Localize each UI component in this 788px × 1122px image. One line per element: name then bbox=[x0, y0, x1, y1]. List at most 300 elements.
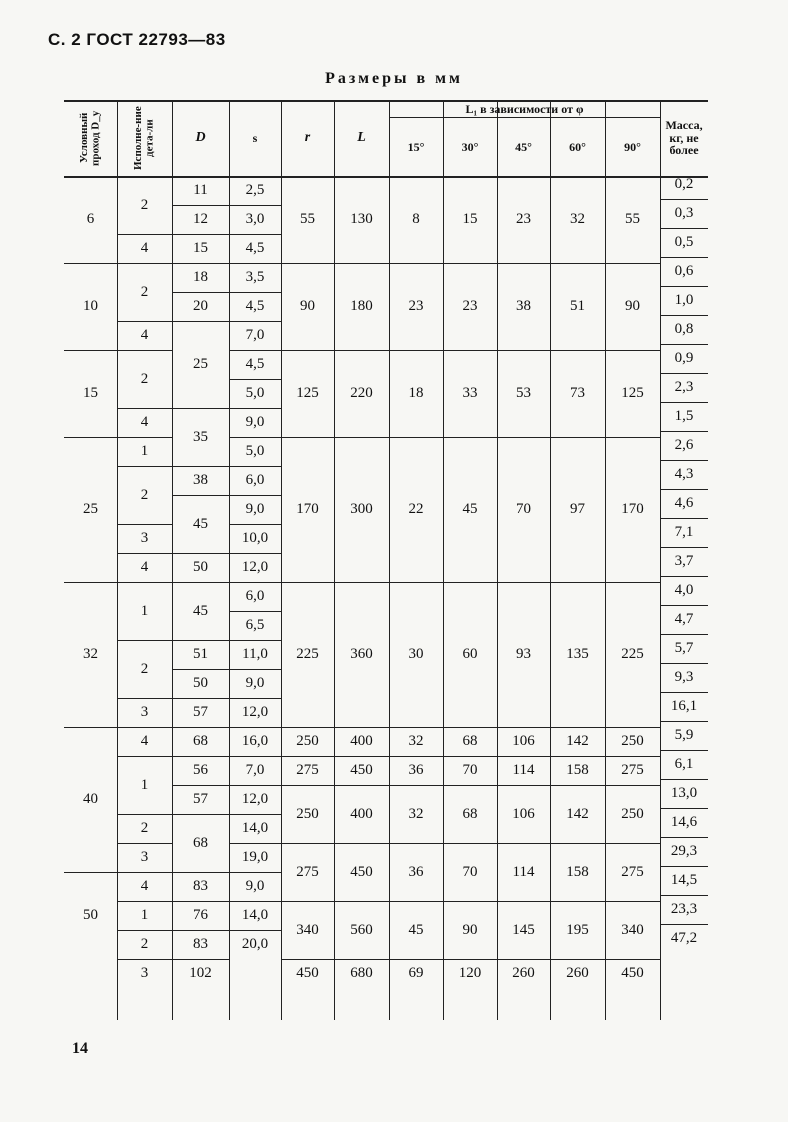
d-value: 11 bbox=[193, 182, 208, 198]
mass-value: 16,1 bbox=[670, 698, 698, 714]
l1-value: 250 bbox=[621, 805, 644, 822]
table-rule bbox=[660, 344, 708, 345]
table-rule bbox=[660, 489, 708, 490]
l-value: 680 bbox=[350, 965, 373, 981]
table-rule bbox=[660, 837, 708, 838]
table-rule bbox=[660, 402, 708, 403]
variant-value: 1 bbox=[140, 776, 149, 793]
l1-value: 23 bbox=[408, 298, 424, 314]
mass-value: 1,0 bbox=[674, 292, 694, 308]
variant-value: 3 bbox=[140, 965, 149, 981]
mass-value: 0,3 bbox=[674, 205, 694, 221]
column-header-l: L bbox=[357, 130, 366, 145]
d-value: 38 bbox=[193, 472, 208, 488]
d-value: 83 bbox=[193, 936, 208, 952]
l1-value: 36 bbox=[408, 863, 424, 880]
mass-value: 4,6 bbox=[674, 495, 694, 511]
l1-value: 69 bbox=[408, 965, 424, 981]
l1-value: 15 bbox=[462, 211, 478, 227]
table-rule bbox=[660, 431, 708, 432]
table-rule bbox=[117, 263, 172, 264]
l1-value: 51 bbox=[570, 298, 585, 314]
table-rule bbox=[117, 321, 172, 322]
mass-value: 4,0 bbox=[674, 582, 694, 598]
mass-value: 6,1 bbox=[674, 756, 694, 772]
variant-value: 4 bbox=[140, 414, 149, 430]
table-rule bbox=[281, 843, 660, 844]
variant-value: 4 bbox=[140, 240, 149, 256]
table-rule bbox=[229, 437, 281, 438]
table-rule bbox=[281, 901, 660, 902]
table-rule bbox=[660, 315, 708, 316]
column-header-mass: Масса, кг, не более bbox=[665, 118, 703, 158]
l1-value: 22 bbox=[408, 501, 424, 517]
mass-value: 0,9 bbox=[674, 350, 694, 366]
table-rule bbox=[229, 495, 281, 496]
table-rule bbox=[229, 292, 281, 293]
r-value: 250 bbox=[296, 805, 319, 822]
mass-value: 0,2 bbox=[674, 176, 694, 192]
d-value: 35 bbox=[193, 428, 208, 445]
l-value: 300 bbox=[350, 501, 373, 517]
table-rule bbox=[172, 930, 229, 931]
s-value: 3,5 bbox=[245, 269, 265, 285]
r-value: 125 bbox=[296, 385, 319, 401]
d-value: 68 bbox=[193, 834, 208, 851]
table-rule bbox=[117, 698, 172, 699]
l1-value: 33 bbox=[462, 385, 478, 401]
table-rule bbox=[117, 466, 172, 467]
s-value: 9,0 bbox=[245, 501, 265, 517]
variant-value: 1 bbox=[140, 907, 149, 923]
table-rule bbox=[117, 959, 172, 960]
table-rule bbox=[172, 959, 229, 960]
table-rule bbox=[172, 263, 229, 264]
mass-value: 2,3 bbox=[674, 379, 694, 395]
mass-value: 0,6 bbox=[674, 263, 694, 279]
dy-value: 50 bbox=[83, 907, 98, 923]
table-rule bbox=[660, 692, 708, 693]
r-value: 275 bbox=[296, 863, 319, 880]
table-rule bbox=[229, 640, 281, 641]
s-value: 11,0 bbox=[242, 646, 268, 662]
table-rule bbox=[117, 350, 172, 351]
column-header-angle: 15° bbox=[407, 139, 425, 154]
dy-value: 6 bbox=[86, 211, 95, 227]
variant-value: 4 bbox=[140, 559, 149, 575]
table-rule bbox=[64, 582, 117, 583]
s-value: 10,0 bbox=[241, 530, 269, 546]
r-value: 90 bbox=[300, 298, 315, 314]
l-value: 220 bbox=[350, 385, 373, 401]
l1-value: 30 bbox=[408, 646, 424, 662]
table-rule bbox=[229, 611, 281, 612]
variant-value: 3 bbox=[140, 530, 149, 546]
table-rule bbox=[229, 466, 281, 467]
table-rule bbox=[229, 263, 281, 264]
l-value: 400 bbox=[350, 805, 373, 822]
table-rule bbox=[117, 437, 172, 438]
l1-value: 32 bbox=[408, 805, 424, 822]
l1-value: 18 bbox=[408, 385, 424, 401]
variant-value: 3 bbox=[140, 849, 149, 865]
table-rule bbox=[117, 234, 172, 235]
column-header-angle: 45° bbox=[515, 139, 532, 154]
l-value: 180 bbox=[350, 298, 373, 314]
mass-value: 9,3 bbox=[674, 669, 694, 685]
l1-value: 90 bbox=[625, 298, 640, 314]
column-header-angle: 30° bbox=[461, 139, 479, 154]
d-value: 57 bbox=[193, 791, 208, 807]
s-value: 3,0 bbox=[245, 211, 265, 227]
table-rule bbox=[117, 553, 172, 554]
l1-value: 53 bbox=[516, 385, 531, 401]
l1-value: 55 bbox=[625, 211, 640, 227]
s-value: 16,0 bbox=[241, 733, 269, 749]
table-rule bbox=[117, 843, 172, 844]
d-value: 25 bbox=[193, 356, 208, 372]
d-value: 12 bbox=[193, 211, 208, 227]
l1-value: 106 bbox=[512, 733, 535, 749]
table-rule bbox=[64, 263, 117, 264]
l-value: 130 bbox=[350, 211, 373, 227]
mass-value: 7,1 bbox=[674, 524, 694, 540]
table-rule bbox=[281, 959, 660, 960]
l1-value: 145 bbox=[512, 921, 535, 938]
r-value: 250 bbox=[296, 733, 319, 749]
table-rule bbox=[172, 669, 229, 670]
table-rule bbox=[229, 321, 281, 322]
table-rule bbox=[172, 205, 229, 206]
s-value: 5,0 bbox=[245, 443, 265, 459]
mass-value: 4,7 bbox=[674, 611, 694, 627]
table-rule bbox=[117, 727, 172, 728]
table-rule bbox=[117, 640, 172, 641]
l1-value: 32 bbox=[408, 733, 424, 749]
l-value: 400 bbox=[350, 733, 373, 749]
d-value: 83 bbox=[193, 878, 208, 894]
table-rule bbox=[64, 350, 117, 351]
table-rule bbox=[64, 872, 117, 873]
table-rule bbox=[660, 547, 708, 548]
mass-value: 3,7 bbox=[674, 553, 694, 569]
table-rule bbox=[64, 727, 117, 728]
mass-value: 0,8 bbox=[674, 321, 694, 337]
table-rule bbox=[660, 228, 708, 229]
l1-value: 8 bbox=[412, 211, 420, 227]
r-value: 170 bbox=[296, 501, 319, 517]
l1-value: 106 bbox=[512, 805, 535, 822]
l1-value: 195 bbox=[566, 921, 589, 938]
table-rule bbox=[229, 205, 281, 206]
table-rule bbox=[229, 901, 281, 902]
table-rule bbox=[117, 872, 172, 873]
variant-value: 2 bbox=[140, 660, 149, 677]
l1-value: 45 bbox=[462, 501, 478, 517]
table-rule bbox=[660, 518, 708, 519]
table-rule bbox=[281, 756, 660, 757]
table-rule bbox=[229, 727, 281, 728]
table-rule bbox=[172, 553, 229, 554]
l1-value: 158 bbox=[566, 863, 589, 880]
d-value: 15 bbox=[193, 240, 208, 256]
table-rule bbox=[281, 437, 660, 438]
table-rule bbox=[229, 524, 281, 525]
s-value: 9,0 bbox=[245, 675, 265, 691]
table-rule bbox=[64, 437, 117, 438]
l1-value: 340 bbox=[621, 921, 644, 938]
s-value: 20,0 bbox=[241, 936, 269, 952]
table-rule bbox=[172, 698, 229, 699]
l1-value: 90 bbox=[462, 921, 478, 938]
table-rule bbox=[660, 895, 708, 896]
table-rule bbox=[660, 460, 708, 461]
table-rule bbox=[281, 350, 660, 351]
table-rule bbox=[660, 286, 708, 287]
column-header-s: s bbox=[252, 131, 258, 145]
table-rule bbox=[660, 721, 708, 722]
l1-value: 135 bbox=[566, 646, 589, 662]
table-rule bbox=[281, 785, 660, 786]
l1-value: 36 bbox=[408, 762, 424, 778]
s-value: 6,0 bbox=[245, 588, 265, 604]
d-value: 68 bbox=[193, 733, 208, 749]
table-rule bbox=[229, 408, 281, 409]
dy-value: 40 bbox=[83, 791, 98, 807]
table-rule bbox=[172, 640, 229, 641]
s-value: 14,0 bbox=[241, 820, 269, 836]
variant-value: 2 bbox=[140, 486, 149, 503]
d-value: 45 bbox=[193, 515, 208, 532]
l1-value: 97 bbox=[570, 501, 585, 517]
table-rule bbox=[660, 373, 708, 374]
l1-value: 23 bbox=[462, 298, 478, 314]
table-rule bbox=[172, 756, 229, 757]
l1-value: 120 bbox=[458, 965, 482, 981]
variant-value: 2 bbox=[140, 370, 149, 387]
l1-value: 275 bbox=[621, 863, 644, 880]
column-header-l1-group: L₁ в зависимости от φ bbox=[465, 101, 584, 116]
r-value: 225 bbox=[296, 646, 319, 662]
column-header-variant: Исполне-ние дета-ли bbox=[131, 106, 156, 170]
table-rule bbox=[172, 234, 229, 235]
d-value: 45 bbox=[193, 602, 208, 619]
l1-value: 70 bbox=[462, 863, 478, 880]
table-rule bbox=[172, 727, 229, 728]
variant-value: 2 bbox=[140, 283, 149, 300]
l1-value: 45 bbox=[408, 921, 424, 938]
l1-value: 114 bbox=[512, 863, 535, 880]
dy-value: 15 bbox=[83, 385, 98, 401]
variant-value: 2 bbox=[140, 196, 149, 213]
table-rule bbox=[117, 901, 172, 902]
mass-value: 0,5 bbox=[674, 234, 694, 250]
s-value: 14,0 bbox=[241, 907, 269, 923]
column-header-angle: 60° bbox=[569, 139, 586, 154]
page-header: С. 2 ГОСТ 22793—83 bbox=[48, 30, 226, 49]
table-rule bbox=[229, 582, 281, 583]
variant-value: 3 bbox=[140, 704, 149, 720]
l1-value: 158 bbox=[566, 762, 589, 778]
table-rule bbox=[172, 814, 229, 815]
r-value: 340 bbox=[296, 921, 319, 938]
table-rule bbox=[172, 321, 229, 322]
table-rule bbox=[229, 234, 281, 235]
table-rule bbox=[229, 350, 281, 351]
table-rule bbox=[229, 669, 281, 670]
d-value: 51 bbox=[193, 646, 208, 662]
d-value: 50 bbox=[193, 559, 208, 575]
dy-value: 32 bbox=[83, 646, 98, 662]
r-value: 275 bbox=[296, 762, 319, 778]
s-value: 5,0 bbox=[245, 385, 265, 401]
dy-value: 10 bbox=[83, 298, 98, 314]
table-rule bbox=[281, 263, 660, 264]
s-value: 4,5 bbox=[245, 356, 265, 372]
table-rule bbox=[172, 872, 229, 873]
dy-value: 25 bbox=[83, 501, 98, 517]
table-rule bbox=[229, 698, 281, 699]
r-value: 55 bbox=[300, 211, 315, 227]
l1-value: 93 bbox=[516, 646, 531, 662]
variant-value: 4 bbox=[140, 878, 149, 894]
column-header-angle: 90° bbox=[624, 139, 641, 154]
table-rule bbox=[172, 901, 229, 902]
mass-value: 14,5 bbox=[670, 872, 698, 888]
mass-value: 47,2 bbox=[670, 930, 698, 946]
table-rule bbox=[117, 582, 172, 583]
table-rule bbox=[229, 379, 281, 380]
l1-value: 250 bbox=[621, 733, 644, 749]
table-rule bbox=[229, 553, 281, 554]
l1-value: 170 bbox=[621, 501, 644, 517]
table-rule bbox=[660, 605, 708, 606]
table-rule bbox=[172, 495, 229, 496]
table-rule bbox=[660, 634, 708, 635]
l1-value: 23 bbox=[516, 211, 531, 227]
table-caption: Размеры в мм bbox=[325, 70, 463, 87]
l1-value: 125 bbox=[621, 385, 644, 401]
table-rule bbox=[172, 582, 229, 583]
d-value: 102 bbox=[189, 965, 212, 981]
column-header-dy: Условный проход D_y bbox=[77, 110, 102, 166]
table-rule bbox=[229, 756, 281, 757]
s-value: 7,0 bbox=[245, 762, 265, 778]
l1-value: 142 bbox=[566, 733, 589, 749]
table-rule bbox=[117, 524, 172, 525]
s-value: 9,0 bbox=[245, 878, 265, 894]
s-value: 12,0 bbox=[241, 559, 269, 575]
table-rule bbox=[660, 576, 708, 577]
variant-value: 2 bbox=[140, 820, 149, 836]
table-rule bbox=[660, 663, 708, 664]
l1-value: 70 bbox=[516, 501, 531, 517]
mass-value: 4,3 bbox=[674, 466, 694, 482]
l1-value: 450 bbox=[621, 965, 644, 981]
table-rule bbox=[172, 785, 229, 786]
table-rule bbox=[117, 408, 172, 409]
l1-value: 275 bbox=[621, 762, 644, 778]
l-value: 450 bbox=[350, 762, 373, 778]
variant-value: 2 bbox=[140, 936, 149, 952]
variant-value: 4 bbox=[140, 733, 149, 749]
l1-value: 60 bbox=[462, 646, 478, 662]
l1-value: 114 bbox=[512, 762, 535, 778]
mass-value: 23,3 bbox=[670, 901, 698, 917]
table-rule bbox=[229, 785, 281, 786]
variant-value: 1 bbox=[140, 602, 149, 619]
mass-value: 2,6 bbox=[674, 437, 694, 453]
mass-value: 13,0 bbox=[670, 785, 698, 801]
l1-value: 225 bbox=[621, 646, 644, 662]
variant-value: 4 bbox=[140, 327, 149, 343]
d-value: 50 bbox=[193, 675, 208, 691]
column-header-r: r bbox=[304, 130, 311, 145]
s-value: 9,0 bbox=[245, 414, 265, 430]
s-value: 4,5 bbox=[245, 298, 265, 314]
table-rule bbox=[660, 257, 708, 258]
l1-value: 68 bbox=[462, 805, 478, 822]
l1-value: 70 bbox=[462, 762, 478, 778]
d-value: 18 bbox=[193, 269, 208, 285]
s-value: 12,0 bbox=[241, 704, 269, 720]
table-rule bbox=[117, 814, 172, 815]
table-rule bbox=[281, 582, 660, 583]
mass-value: 14,6 bbox=[670, 814, 698, 830]
d-value: 56 bbox=[193, 762, 208, 778]
l1-value: 32 bbox=[570, 211, 585, 227]
l-value: 450 bbox=[350, 863, 373, 880]
table-rule bbox=[172, 466, 229, 467]
table-rule bbox=[660, 779, 708, 780]
table-rule bbox=[229, 843, 281, 844]
s-value: 4,5 bbox=[245, 240, 265, 256]
mass-value: 29,3 bbox=[670, 843, 698, 859]
table-rule bbox=[229, 930, 281, 931]
table-rule bbox=[172, 408, 229, 409]
table-rule bbox=[660, 866, 708, 867]
l1-value: 260 bbox=[566, 965, 589, 981]
s-value: 12,0 bbox=[241, 791, 269, 807]
page-number: 14 bbox=[72, 1040, 88, 1057]
table-rule bbox=[281, 727, 660, 728]
table-rule bbox=[660, 199, 708, 200]
l-value: 560 bbox=[350, 921, 373, 938]
mass-value: 5,7 bbox=[674, 640, 694, 656]
s-value: 7,0 bbox=[245, 327, 265, 343]
r-value: 450 bbox=[296, 965, 319, 981]
table-rule bbox=[660, 750, 708, 751]
s-value: 6,5 bbox=[245, 617, 265, 633]
l1-value: 260 bbox=[512, 965, 535, 981]
mass-value: 5,9 bbox=[674, 727, 694, 743]
table-rule bbox=[172, 292, 229, 293]
d-value: 76 bbox=[193, 907, 208, 923]
l-value: 360 bbox=[350, 646, 373, 662]
l1-value: 73 bbox=[570, 385, 585, 401]
variant-value: 1 bbox=[140, 443, 149, 459]
column-header-d: D bbox=[195, 130, 206, 145]
table-rule bbox=[229, 872, 281, 873]
table-rule bbox=[117, 930, 172, 931]
l1-value: 68 bbox=[462, 733, 478, 749]
mass-value: 1,5 bbox=[674, 408, 694, 424]
table-rule bbox=[229, 814, 281, 815]
l1-value: 142 bbox=[566, 805, 589, 822]
l1-value: 38 bbox=[516, 298, 531, 314]
table-rule bbox=[660, 924, 708, 925]
table-rule bbox=[660, 808, 708, 809]
